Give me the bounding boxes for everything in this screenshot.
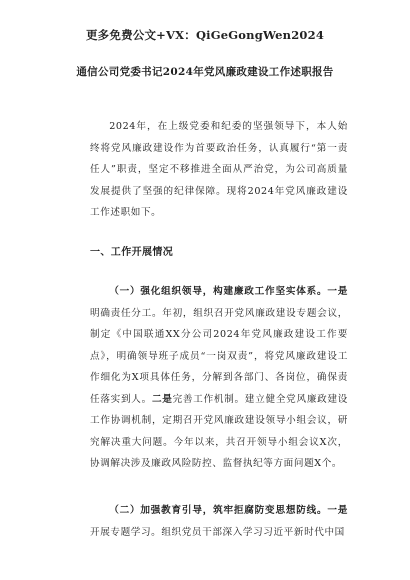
item2-paragraph	[90, 500, 348, 543]
item2-sub1-text: 开展专题学习。组织党员干部深入学习习近平新时代中国	[90, 526, 345, 538]
item1-sub1-text: 明确责任分工。年初，组织召开党风廉政建设专题会议，制定《中国联通XX分公司2024年党风廉政建设工作要点》，明确领导班子成员“一岗双责”，将党风廉政建设工作细化为X项具体任务，分解到各部门、各岗位，确保责任落实到人。	[90, 307, 348, 405]
report-title: 通信公司党委书记2024年党风廉政建设工作述职报告	[76, 66, 334, 78]
promo-banner: 更多免费公文+VX：QiGeGongWen2024	[85, 28, 325, 42]
item1-paragraph	[90, 281, 348, 475]
item1-sub2-text: 完善工作机制。建立健全党风廉政建设工作协调机制，定期召开党风廉政建设领导小组会议，研究解决重大问题。今年以来，共召开领导小组会议X次，协调解决涉及廉政风险防控、监督执纪等方面问题X个。	[90, 393, 348, 469]
item2-lead: （二）加强教育引导，筑牢拒腐防变思想防线。	[109, 505, 328, 516]
item1-sub1-lead: 一是	[327, 286, 348, 297]
item1-lead: （一）强化组织领导，构建廉政工作坚实体系。	[109, 286, 328, 297]
intro-paragraph: 2024年，在上级党委和纪委的坚强领导下，本人始终将党风廉政建设作为首要政治任务，认真履行“第一责任人”职责，坚定不移推进全面从严治党，为公司高质量发展提供了坚强的纪律保障。现将2024年党风廉政建设工作述职如下。	[90, 121, 348, 218]
section-heading: 一、工作开展情况	[90, 247, 174, 258]
item2-sub1-lead: 一是	[327, 505, 348, 516]
item1-sub2-lead: 二是	[151, 393, 173, 405]
